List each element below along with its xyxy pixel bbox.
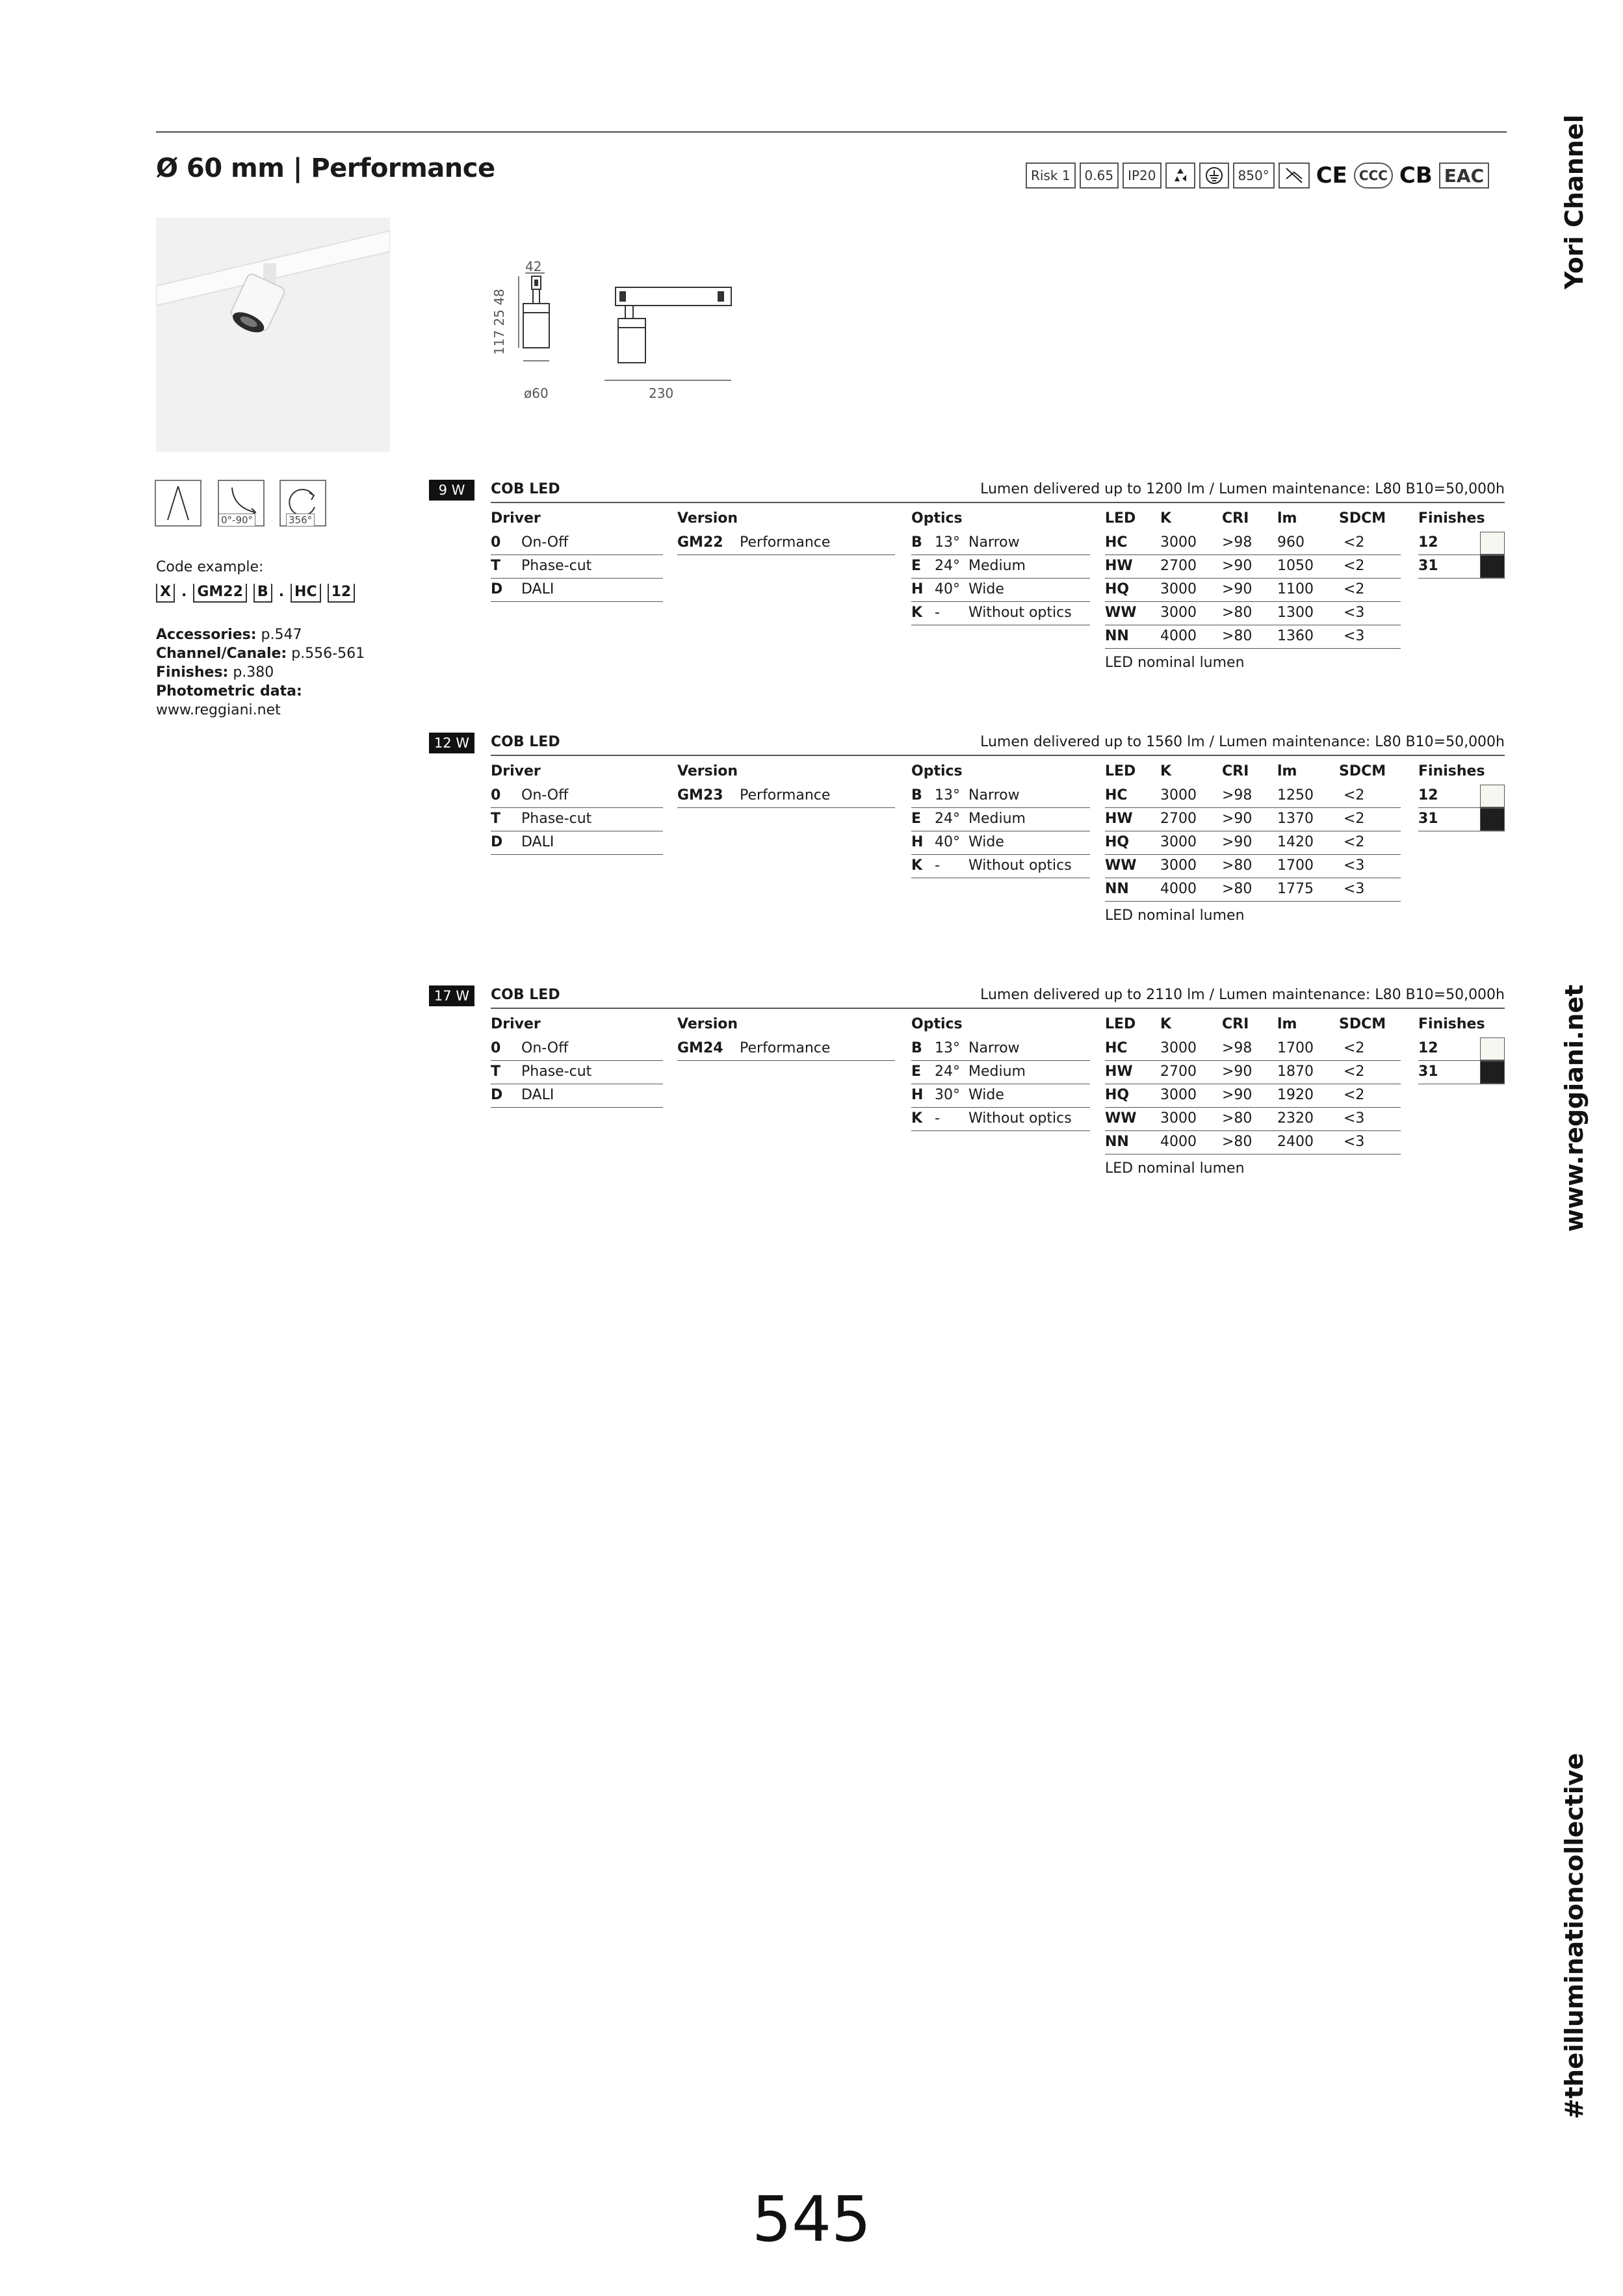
dim-heights: 117 25 48 bbox=[491, 289, 507, 355]
led-sdcm: <2 bbox=[1344, 558, 1365, 574]
row-rule bbox=[1105, 901, 1401, 902]
finish-swatch bbox=[1480, 1037, 1505, 1060]
code-segment-driver: X bbox=[156, 584, 175, 603]
led-sdcm: <2 bbox=[1344, 834, 1365, 850]
led-sdcm: <3 bbox=[1344, 1134, 1365, 1150]
optic-angle: - bbox=[935, 605, 940, 621]
row-rule bbox=[911, 554, 1090, 555]
optic-code: B bbox=[911, 787, 922, 803]
led-kelvin: 4000 bbox=[1160, 881, 1197, 897]
earth-icon bbox=[1199, 163, 1229, 189]
column-header-k: K bbox=[1160, 1016, 1172, 1032]
led-lumen: 1700 bbox=[1277, 857, 1314, 874]
column-header-cri: CRI bbox=[1222, 510, 1249, 527]
led-sdcm: <2 bbox=[1344, 787, 1365, 803]
led-lumen: 1300 bbox=[1277, 605, 1314, 621]
driver-code: D bbox=[491, 581, 503, 597]
column-header-version: Version bbox=[677, 510, 738, 527]
led-lumen: 960 bbox=[1277, 534, 1305, 551]
version-code: GM24 bbox=[677, 1040, 723, 1056]
led-kelvin: 3000 bbox=[1160, 787, 1197, 803]
column-header-driver: Driver bbox=[491, 510, 541, 527]
eac-mark: EAC bbox=[1439, 163, 1489, 189]
led-lumen: 1920 bbox=[1277, 1087, 1314, 1103]
led-code: HW bbox=[1105, 1063, 1133, 1080]
column-header-led: LED bbox=[1105, 1016, 1136, 1032]
optic-code: K bbox=[911, 605, 923, 621]
led-code: WW bbox=[1105, 1110, 1137, 1127]
code-segment-finish: 12 bbox=[328, 584, 356, 603]
page-number: 545 bbox=[751, 2183, 872, 2256]
led-code: NN bbox=[1105, 881, 1129, 897]
tilt-label: 0°-90° bbox=[218, 514, 255, 527]
row-rule bbox=[491, 1060, 663, 1061]
led-cri: >80 bbox=[1222, 881, 1253, 897]
driver-name: On-Off bbox=[521, 787, 569, 803]
row-rule bbox=[1105, 601, 1401, 602]
led-code: HW bbox=[1105, 811, 1133, 827]
optic-name: Without optics bbox=[968, 857, 1072, 874]
driver-name: On-Off bbox=[521, 534, 569, 551]
driver-code: 0 bbox=[491, 534, 501, 551]
column-header-lm: lm bbox=[1277, 1016, 1297, 1032]
wattage-badge: 9 W bbox=[429, 480, 474, 501]
row-rule bbox=[491, 578, 663, 579]
info-references bbox=[156, 625, 365, 720]
dim-width-top: 42 bbox=[525, 259, 542, 274]
optic-name: Medium bbox=[968, 1063, 1026, 1080]
column-header-driver: Driver bbox=[491, 1016, 541, 1032]
row-rule bbox=[1105, 1060, 1401, 1061]
product-block bbox=[429, 480, 1505, 714]
recycle-icon bbox=[1165, 163, 1195, 189]
led-kelvin: 3000 bbox=[1160, 857, 1197, 874]
optic-code: E bbox=[911, 558, 922, 574]
optic-angle: - bbox=[935, 857, 940, 874]
row-rule bbox=[677, 1060, 895, 1061]
code-example bbox=[156, 584, 355, 603]
header-rule bbox=[491, 755, 1505, 756]
optic-name: Narrow bbox=[968, 787, 1020, 803]
led-lumen: 2320 bbox=[1277, 1110, 1314, 1127]
led-cri: >80 bbox=[1222, 628, 1253, 644]
technical-drawing bbox=[481, 254, 760, 410]
led-lumen: 1775 bbox=[1277, 881, 1314, 897]
column-header-optics: Optics bbox=[911, 1016, 963, 1032]
power-factor-badge: 0.65 bbox=[1080, 163, 1119, 189]
row-rule bbox=[911, 601, 1090, 602]
photometric-url: www.reggiani.net bbox=[156, 702, 281, 718]
led-cri: >80 bbox=[1222, 605, 1253, 621]
row-rule bbox=[1105, 648, 1401, 649]
optic-code: E bbox=[911, 811, 922, 827]
driver-code: 0 bbox=[491, 787, 501, 803]
led-code: HC bbox=[1105, 1040, 1128, 1056]
led-lumen: 1050 bbox=[1277, 558, 1314, 574]
led-sdcm: <2 bbox=[1344, 1040, 1365, 1056]
led-cri: >98 bbox=[1222, 787, 1253, 803]
led-cri: >90 bbox=[1222, 834, 1253, 850]
finish-swatch bbox=[1480, 1061, 1505, 1084]
optic-angle: - bbox=[935, 1110, 940, 1127]
row-rule bbox=[1105, 1130, 1401, 1131]
version-code: GM23 bbox=[677, 787, 723, 803]
driver-code: T bbox=[491, 1063, 501, 1080]
version-code: GM22 bbox=[677, 534, 723, 551]
driver-name: DALI bbox=[521, 581, 554, 597]
ip-rating-badge: IP20 bbox=[1123, 163, 1161, 189]
dim-length: 230 bbox=[649, 385, 674, 401]
optic-angle: 13° bbox=[935, 787, 960, 803]
optic-angle: 40° bbox=[935, 834, 960, 850]
website-label: www.reggiani.net bbox=[1560, 984, 1589, 1232]
led-code: NN bbox=[1105, 628, 1129, 644]
row-rule bbox=[1105, 554, 1401, 555]
led-code: HQ bbox=[1105, 834, 1130, 850]
led-code: HC bbox=[1105, 534, 1128, 551]
optic-name: Medium bbox=[968, 558, 1026, 574]
row-rule bbox=[677, 554, 895, 555]
optic-angle: 24° bbox=[935, 811, 960, 827]
top-rule bbox=[156, 131, 1507, 133]
column-header-optics: Optics bbox=[911, 763, 963, 779]
optic-name: Wide bbox=[968, 1087, 1004, 1103]
beam-icon bbox=[155, 480, 201, 527]
optic-angle: 24° bbox=[935, 558, 960, 574]
wattage-badge: 12 W bbox=[429, 733, 474, 753]
led-code: WW bbox=[1105, 857, 1137, 874]
accessories-ref: Accessories: p.547 bbox=[156, 627, 302, 643]
led-cri: >90 bbox=[1222, 811, 1253, 827]
row-rule bbox=[911, 578, 1090, 579]
optic-code: B bbox=[911, 1040, 922, 1056]
source-type: COB LED bbox=[491, 987, 560, 1003]
row-rule bbox=[491, 807, 663, 808]
column-header-led: LED bbox=[1105, 763, 1136, 779]
code-segment-optics: B bbox=[253, 584, 272, 603]
column-header-led: LED bbox=[1105, 510, 1136, 527]
led-kelvin: 3000 bbox=[1160, 534, 1197, 551]
column-header-sdcm: SDCM bbox=[1339, 1016, 1386, 1032]
column-header-driver: Driver bbox=[491, 763, 541, 779]
wattage-badge: 17 W bbox=[429, 985, 474, 1006]
row-rule bbox=[677, 807, 895, 808]
column-header-lm: lm bbox=[1277, 510, 1297, 527]
header-rule bbox=[491, 502, 1505, 503]
driver-name: On-Off bbox=[521, 1040, 569, 1056]
column-header-sdcm: SDCM bbox=[1339, 763, 1386, 779]
row-rule bbox=[491, 1107, 663, 1108]
led-sdcm: <3 bbox=[1344, 1110, 1365, 1127]
led-kelvin: 3000 bbox=[1160, 1110, 1197, 1127]
code-separator: . bbox=[181, 584, 187, 600]
row-rule bbox=[1418, 578, 1505, 579]
finish-swatch bbox=[1480, 532, 1505, 554]
optic-code: B bbox=[911, 534, 922, 551]
section-label: Yori Channel bbox=[1560, 114, 1589, 289]
row-rule bbox=[1105, 1107, 1401, 1108]
lumen-info: Lumen delivered up to 2110 lm / Lumen maintenance: L80 B10=50,000h bbox=[980, 987, 1505, 1003]
row-rule bbox=[911, 1130, 1090, 1131]
column-header-finishes: Finishes bbox=[1418, 1016, 1485, 1032]
optic-code: K bbox=[911, 857, 923, 874]
dim-diameter: ø60 bbox=[524, 385, 549, 401]
led-sdcm: <3 bbox=[1344, 881, 1365, 897]
row-rule bbox=[911, 807, 1090, 808]
source-type: COB LED bbox=[491, 734, 560, 750]
finish-code: 12 bbox=[1418, 534, 1438, 551]
led-sdcm: <3 bbox=[1344, 857, 1365, 874]
led-lumen: 1370 bbox=[1277, 811, 1314, 827]
column-header-k: K bbox=[1160, 510, 1172, 527]
finish-swatch bbox=[1480, 785, 1505, 807]
finish-code: 12 bbox=[1418, 787, 1438, 803]
led-kelvin: 3000 bbox=[1160, 1087, 1197, 1103]
header-rule bbox=[491, 1008, 1505, 1009]
led-kelvin: 3000 bbox=[1160, 1040, 1197, 1056]
led-sdcm: <3 bbox=[1344, 628, 1365, 644]
row-rule bbox=[911, 1107, 1090, 1108]
finish-code: 31 bbox=[1418, 558, 1438, 574]
code-segment-version: GM22 bbox=[193, 584, 247, 603]
finish-swatch bbox=[1480, 555, 1505, 578]
led-code: HW bbox=[1105, 558, 1133, 574]
column-header-finishes: Finishes bbox=[1418, 763, 1485, 779]
optic-angle: 30° bbox=[935, 1087, 960, 1103]
product-block bbox=[429, 985, 1505, 1220]
row-rule bbox=[491, 601, 663, 602]
led-note: LED nominal lumen bbox=[1105, 1160, 1245, 1177]
led-sdcm: <3 bbox=[1344, 605, 1365, 621]
optic-name: Without optics bbox=[968, 1110, 1072, 1127]
optic-name: Wide bbox=[968, 581, 1004, 597]
column-header-version: Version bbox=[677, 1016, 738, 1032]
led-sdcm: <2 bbox=[1344, 581, 1365, 597]
product-photo bbox=[156, 218, 390, 452]
version-name: Performance bbox=[740, 787, 831, 803]
optic-name: Without optics bbox=[968, 605, 1072, 621]
column-header-cri: CRI bbox=[1222, 763, 1249, 779]
optic-angle: 13° bbox=[935, 1040, 960, 1056]
led-kelvin: 2700 bbox=[1160, 1063, 1197, 1080]
led-cri: >80 bbox=[1222, 857, 1253, 874]
code-separator: . bbox=[278, 584, 285, 600]
led-sdcm: <2 bbox=[1344, 1087, 1365, 1103]
led-cri: >90 bbox=[1222, 1063, 1253, 1080]
led-cri: >80 bbox=[1222, 1110, 1253, 1127]
led-kelvin: 4000 bbox=[1160, 1134, 1197, 1150]
source-type: COB LED bbox=[491, 481, 560, 497]
row-rule bbox=[1105, 1154, 1401, 1155]
led-lumen: 1870 bbox=[1277, 1063, 1314, 1080]
led-lumen: 2400 bbox=[1277, 1134, 1314, 1150]
row-rule bbox=[911, 1060, 1090, 1061]
driver-code: D bbox=[491, 834, 503, 850]
led-code: HC bbox=[1105, 787, 1128, 803]
led-cri: >90 bbox=[1222, 1087, 1253, 1103]
optic-name: Wide bbox=[968, 834, 1004, 850]
led-lumen: 1250 bbox=[1277, 787, 1314, 803]
led-cri: >90 bbox=[1222, 558, 1253, 574]
code-example-label: Code example: bbox=[156, 559, 264, 575]
column-header-version: Version bbox=[677, 763, 738, 779]
finish-code: 31 bbox=[1418, 811, 1438, 827]
led-code: NN bbox=[1105, 1134, 1129, 1150]
led-note: LED nominal lumen bbox=[1105, 655, 1245, 671]
driver-name: Phase-cut bbox=[521, 1063, 592, 1080]
driver-name: DALI bbox=[521, 834, 554, 850]
column-header-sdcm: SDCM bbox=[1339, 510, 1386, 527]
led-kelvin: 4000 bbox=[1160, 628, 1197, 644]
driver-name: Phase-cut bbox=[521, 558, 592, 574]
led-cri: >98 bbox=[1222, 1040, 1253, 1056]
led-lumen: 1360 bbox=[1277, 628, 1314, 644]
column-header-k: K bbox=[1160, 763, 1172, 779]
led-sdcm: <2 bbox=[1344, 811, 1365, 827]
led-cri: >80 bbox=[1222, 1134, 1253, 1150]
optic-angle: 13° bbox=[935, 534, 960, 551]
row-rule bbox=[1105, 807, 1401, 808]
no-cover-icon bbox=[1279, 163, 1310, 189]
led-code: WW bbox=[1105, 605, 1137, 621]
driver-name: DALI bbox=[521, 1087, 554, 1103]
product-block bbox=[429, 733, 1505, 967]
risk-badge: Risk 1 bbox=[1026, 163, 1076, 189]
hashtag-label: #theilluminationcollective bbox=[1560, 1753, 1589, 2119]
driver-name: Phase-cut bbox=[521, 811, 592, 827]
finish-swatch bbox=[1480, 808, 1505, 831]
column-header-optics: Optics bbox=[911, 510, 963, 527]
led-kelvin: 2700 bbox=[1160, 558, 1197, 574]
driver-code: T bbox=[491, 558, 501, 574]
optic-name: Narrow bbox=[968, 1040, 1020, 1056]
led-code: HQ bbox=[1105, 1087, 1130, 1103]
cb-mark: CB bbox=[1399, 163, 1433, 189]
led-note: LED nominal lumen bbox=[1105, 907, 1245, 924]
led-sdcm: <2 bbox=[1344, 534, 1365, 551]
led-kelvin: 3000 bbox=[1160, 605, 1197, 621]
finishes-ref: Finishes: p.380 bbox=[156, 664, 274, 681]
page-title: Ø 60 mm | Performance bbox=[156, 153, 495, 183]
led-kelvin: 2700 bbox=[1160, 811, 1197, 827]
row-rule bbox=[1105, 854, 1401, 855]
code-segment-led: HC bbox=[291, 584, 321, 603]
led-lumen: 1420 bbox=[1277, 834, 1314, 850]
ccc-mark: CCC bbox=[1354, 163, 1393, 189]
rotation-label: 356° bbox=[286, 514, 315, 527]
optic-name: Narrow bbox=[968, 534, 1020, 551]
channel-ref: Channel/Canale: p.556-561 bbox=[156, 646, 365, 662]
led-code: HQ bbox=[1105, 581, 1130, 597]
version-name: Performance bbox=[740, 534, 831, 551]
row-rule bbox=[491, 854, 663, 855]
led-lumen: 1100 bbox=[1277, 581, 1314, 597]
led-kelvin: 3000 bbox=[1160, 834, 1197, 850]
row-rule bbox=[491, 554, 663, 555]
optic-code: E bbox=[911, 1063, 922, 1080]
ce-mark: CE bbox=[1316, 163, 1347, 189]
lumen-info: Lumen delivered up to 1200 lm / Lumen maintenance: L80 B10=50,000h bbox=[980, 481, 1505, 497]
row-rule bbox=[1105, 578, 1401, 579]
column-header-cri: CRI bbox=[1222, 1016, 1249, 1032]
led-kelvin: 3000 bbox=[1160, 581, 1197, 597]
optic-angle: 24° bbox=[935, 1063, 960, 1080]
optic-code: K bbox=[911, 1110, 923, 1127]
finish-code: 12 bbox=[1418, 1040, 1438, 1056]
driver-code: T bbox=[491, 811, 501, 827]
version-name: Performance bbox=[740, 1040, 831, 1056]
temperature-badge: 850° bbox=[1233, 163, 1275, 189]
certification-row bbox=[1026, 163, 1489, 191]
lumen-info: Lumen delivered up to 1560 lm / Lumen maintenance: L80 B10=50,000h bbox=[980, 734, 1505, 750]
finish-code: 31 bbox=[1418, 1063, 1438, 1080]
column-header-finishes: Finishes bbox=[1418, 510, 1485, 527]
led-cri: >98 bbox=[1222, 534, 1253, 551]
driver-code: D bbox=[491, 1087, 503, 1103]
photometric-ref: Photometric data: bbox=[156, 683, 302, 699]
led-lumen: 1700 bbox=[1277, 1040, 1314, 1056]
led-sdcm: <2 bbox=[1344, 1063, 1365, 1080]
optic-name: Medium bbox=[968, 811, 1026, 827]
optic-angle: 40° bbox=[935, 581, 960, 597]
column-header-lm: lm bbox=[1277, 763, 1297, 779]
optic-code: H bbox=[911, 1087, 924, 1103]
row-rule bbox=[911, 854, 1090, 855]
optic-code: H bbox=[911, 581, 924, 597]
led-cri: >90 bbox=[1222, 581, 1253, 597]
optic-code: H bbox=[911, 834, 924, 850]
driver-code: 0 bbox=[491, 1040, 501, 1056]
